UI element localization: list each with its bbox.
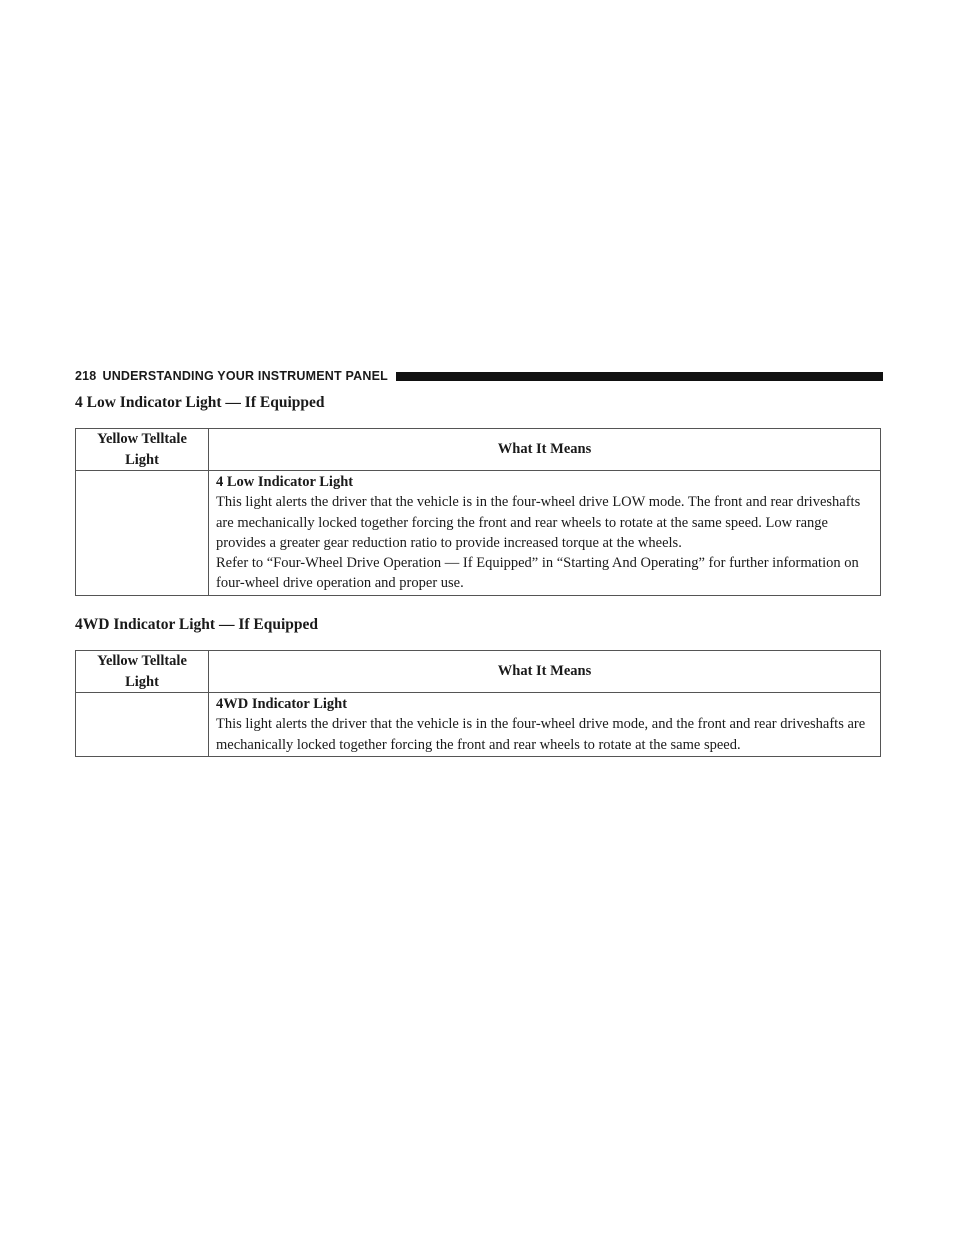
column-header-telltale-line1: Yellow Telltale — [97, 431, 187, 448]
description-cell — [209, 693, 881, 757]
entry-title: 4 Low Indicator Light — [216, 474, 354, 490]
telltale-icon-cell — [76, 471, 209, 596]
header-rule — [396, 372, 883, 381]
entry-paragraph: This light alerts the driver that the vehicle is in the four-wheel drive mode, and the front and rear driveshafts are mechanically locked together forcing the front and rear wheels to rotate at the same speed. — [216, 716, 866, 753]
table-row — [76, 471, 881, 596]
column-header-meaning: What It Means — [209, 429, 881, 471]
telltale-icon-cell — [76, 693, 209, 757]
page-number: 218 — [75, 369, 97, 383]
table-header-row — [76, 651, 881, 693]
section-4-low-indicator — [75, 392, 883, 596]
running-header — [75, 368, 883, 384]
telltale-table — [75, 428, 881, 596]
column-header-telltale — [76, 651, 209, 693]
column-header-telltale-line1: Yellow Telltale — [97, 653, 187, 670]
table-row — [76, 693, 881, 757]
entry-title: 4WD Indicator Light — [216, 696, 348, 712]
chapter-title: UNDERSTANDING YOUR INSTRUMENT PANEL — [102, 369, 388, 383]
column-header-telltale-line2: Light — [125, 451, 159, 468]
entry-paragraph: This light alerts the driver that the vehicle is in the four-wheel drive LOW mode. The front and rear driveshafts are mechanically locked together forcing the front and rear wheels to rotate at the same speed. Low range provides a greater gear reduction ratio to provide increased torque at the wheels. — [216, 494, 861, 551]
description-cell — [209, 471, 881, 596]
section-heading: 4WD Indicator Light — If Equipped — [75, 616, 319, 633]
section-4wd-indicator — [75, 614, 883, 757]
entry-paragraph: Refer to “Four-Wheel Drive Operation — If Equipped” in “Starting And Operating” for further information on four-wheel drive operation and proper use. — [216, 555, 859, 592]
section-heading: 4 Low Indicator Light — If Equipped — [75, 394, 325, 411]
column-header-telltale-line2: Light — [125, 673, 159, 690]
column-header-telltale — [76, 429, 209, 471]
table-header-row — [76, 429, 881, 471]
column-header-meaning: What It Means — [209, 651, 881, 693]
telltale-table — [75, 650, 881, 757]
